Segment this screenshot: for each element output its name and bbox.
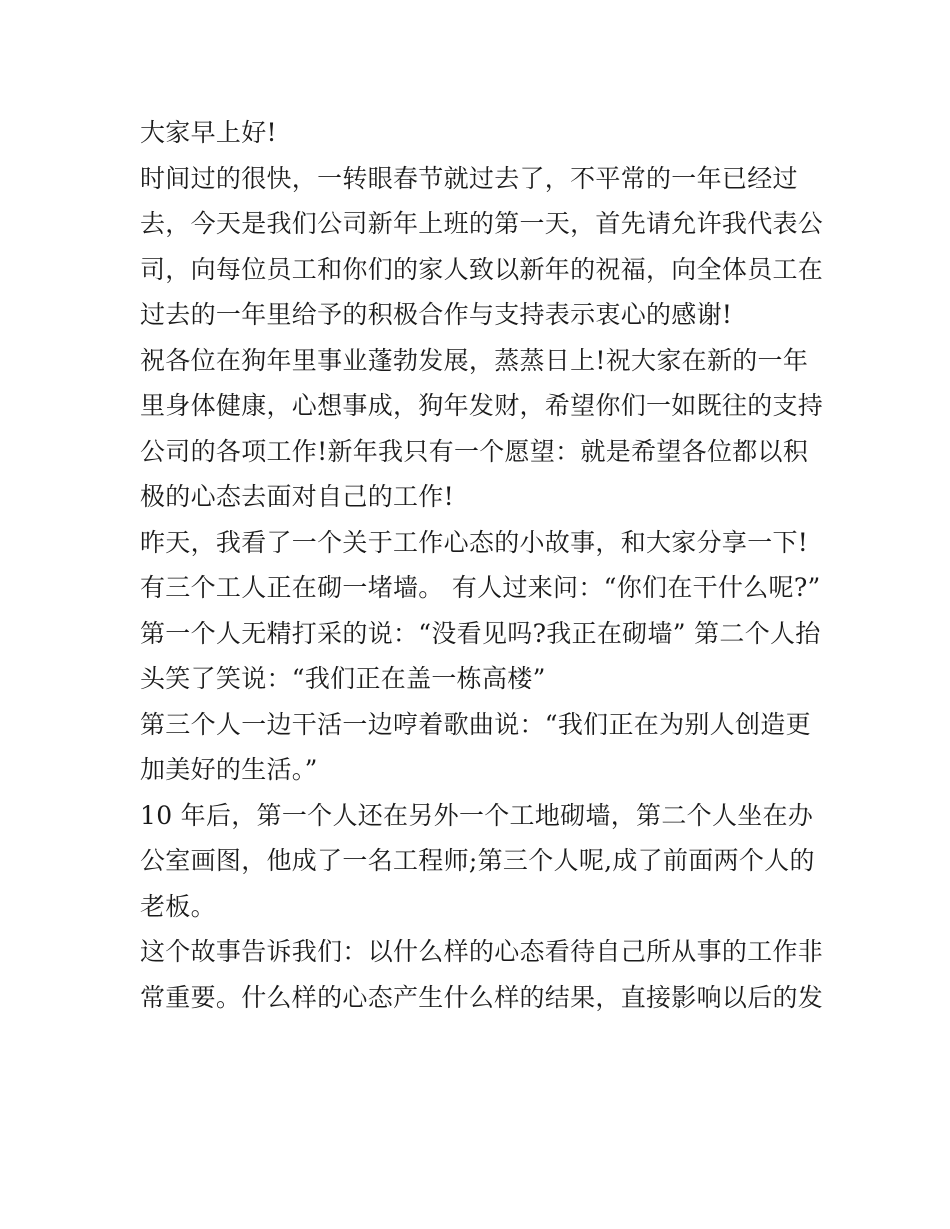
text-line: 10 年后，第一个人还在另外一个工地砌墙，第二个人坐在办	[140, 800, 814, 830]
document-body	[140, 110, 824, 1020]
text-line: 公司的各项工作!新年我只有一个愿望：就是希望各位都以积	[140, 436, 809, 466]
text-line: 里身体健康，心想事成，狗年发财，希望你们一如既往的支持	[140, 391, 824, 420]
text-line: 常重要。什么样的心态产生什么样的结果，直接影响以后的发	[140, 982, 824, 1012]
text-line: 极的心态去面对自己的工作!	[140, 482, 454, 511]
text-line: 第三个人一边干活一边哼着歌曲说：“我们正在为别人创造更	[140, 709, 811, 739]
text-line: 大家早上好!	[140, 118, 277, 147]
text-line: 公室画图，他成了一名工程师;第三个人呢,成了前面两个人的	[140, 846, 815, 875]
text-line: 头笑了笑说：“我们正在盖一栋高楼”	[140, 664, 546, 693]
text-line: 司，向每位员工和你们的家人致以新年的祝福，向全体员工在	[140, 254, 824, 284]
text-line: 第一个人无精打采的说：“没看见吗?我正在砌墙” 第二个人抬	[140, 618, 821, 648]
text-line: 时间过的很快，一转眼春节就过去了，不平常的一年已经过	[140, 163, 798, 193]
text-line: 去，今天是我们公司新年上班的第一天，首先请允许我代表公	[140, 209, 824, 238]
text-line: 加美好的生活。”	[140, 755, 318, 784]
text-line: 昨天，我看了一个关于工作心态的小故事，和大家分享一下!	[140, 527, 809, 557]
text-line: 有三个工人正在砌一堵墙。 有人过来问：“你们在干什么呢?”	[140, 573, 821, 602]
text-line: 祝各位在狗年里事业蓬勃发展，蒸蒸日上!祝大家在新的一年	[140, 345, 809, 375]
text-line: 这个故事告诉我们：以什么样的心态看待自己所从事的工作非	[140, 937, 824, 966]
text-line: 过去的一年里给予的积极合作与支持表示衷心的感谢!	[140, 300, 733, 329]
text-line: 老板。	[140, 891, 216, 921]
